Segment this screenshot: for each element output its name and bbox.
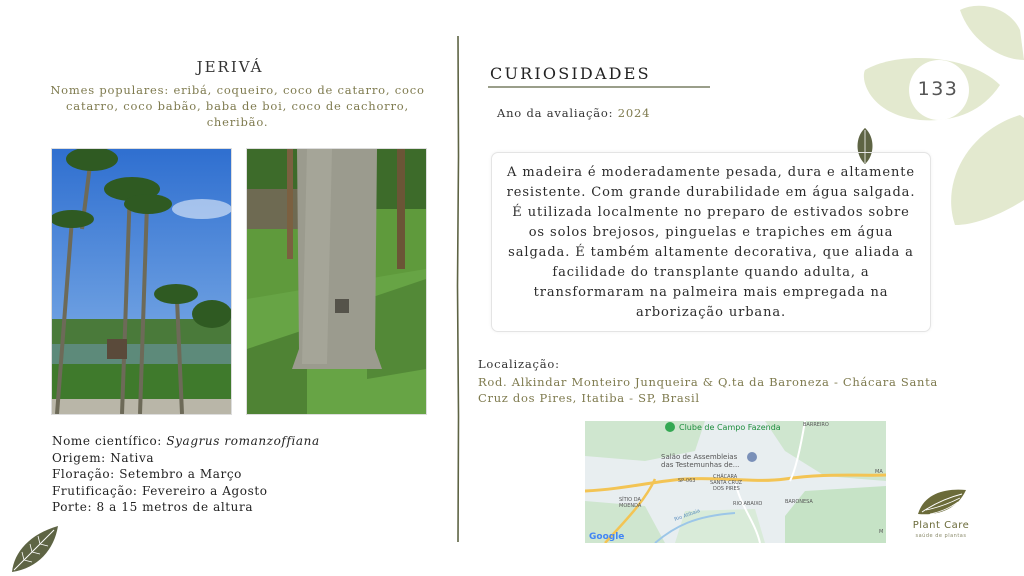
page-number: 133 xyxy=(917,78,959,100)
evaluation-year xyxy=(497,106,650,120)
species-title: JERIVÁ xyxy=(196,58,264,76)
location-label: Localização: xyxy=(478,357,560,371)
palm-trunk-photo xyxy=(246,148,427,415)
map-label-salao-2: das Testemunhas de... xyxy=(661,461,740,469)
location-map[interactable] xyxy=(585,421,886,543)
map-label-chacara-2: SANTA CRUZ xyxy=(710,480,743,486)
map-label-clube: Clube de Campo Fazenda xyxy=(679,423,781,432)
google-logo: Google xyxy=(589,532,625,542)
evaluation-year-label: Ano da avaliação: xyxy=(497,106,618,120)
map-label-rio-abaixo: RIO ABAIXO xyxy=(733,501,763,507)
size-row: Porte: 8 a 15 metros de altura xyxy=(52,500,254,514)
evaluation-year-value: 2024 xyxy=(617,106,651,120)
plant-care-logo-icon xyxy=(914,486,970,518)
leaf-icon xyxy=(8,522,62,576)
scientific-name-row xyxy=(52,433,320,450)
brand-name: Plant Care xyxy=(912,520,970,531)
popular-names: Nomes populares: eribá, coqueiro, coco de catarro, coco catarro, coco babão, baba de boi, coco de cachorro, cheribão. xyxy=(50,83,425,129)
curiosities-title: CURIOSIDADES xyxy=(490,64,651,83)
map-label-sitio-1: SÍTIO DA xyxy=(619,497,641,503)
map-label-chacara-1: CHÁCARA xyxy=(713,474,738,480)
scientific-name-label: Nome científico: xyxy=(52,434,167,448)
brand-tagline: saúde de plantas xyxy=(915,533,967,539)
map-label-edge-1: MA xyxy=(875,469,883,475)
column-divider xyxy=(456,36,460,542)
map-label-chacara-3: DOS PIRES xyxy=(713,486,740,492)
map-label-baronesa: BARONESA xyxy=(785,499,813,505)
species-facts xyxy=(52,433,320,516)
fruiting-row: Frutificação: Fevereiro a Agosto xyxy=(52,483,268,498)
map-label-barreiro: BARREIRO xyxy=(803,422,829,428)
curiosities-text: A madeira é moderadamente pesada, dura e altamente resistente. Com grande durabilidade em água salgada. É utilizada localmente no preparo de estivados sobre os solos brejosos, pinguelas e trapiches em água salgada. É também altamente decorativa, que aliada a facilidade do transplante quando adulta, a transformaram na palmeira mais empregada na arborização urbana. xyxy=(506,165,916,320)
curiosities-box xyxy=(491,152,931,332)
location-address: Rod. Alkindar Monteiro Junqueira & Q.ta da Baroneza - Chácara Santa Cruz dos Pires, Itatiba - SP, Brasil xyxy=(478,375,938,405)
map-label-salao: Salão de Assembleias xyxy=(661,453,738,461)
palm-trees-photo xyxy=(51,148,232,415)
title-underline xyxy=(488,85,710,89)
map-label-sitio-2: MOENDA xyxy=(619,503,642,509)
flowering-row: Floração: Setembro a Março xyxy=(52,467,243,481)
map-label-road: SP-063 xyxy=(678,478,696,484)
origin-row: Origem: Nativa xyxy=(52,450,155,465)
map-label-edge-2: M xyxy=(879,529,884,535)
map-label-river: Rio Atibaia xyxy=(673,508,701,523)
scientific-name-value: Syagrus romanzoffiana xyxy=(166,434,320,448)
